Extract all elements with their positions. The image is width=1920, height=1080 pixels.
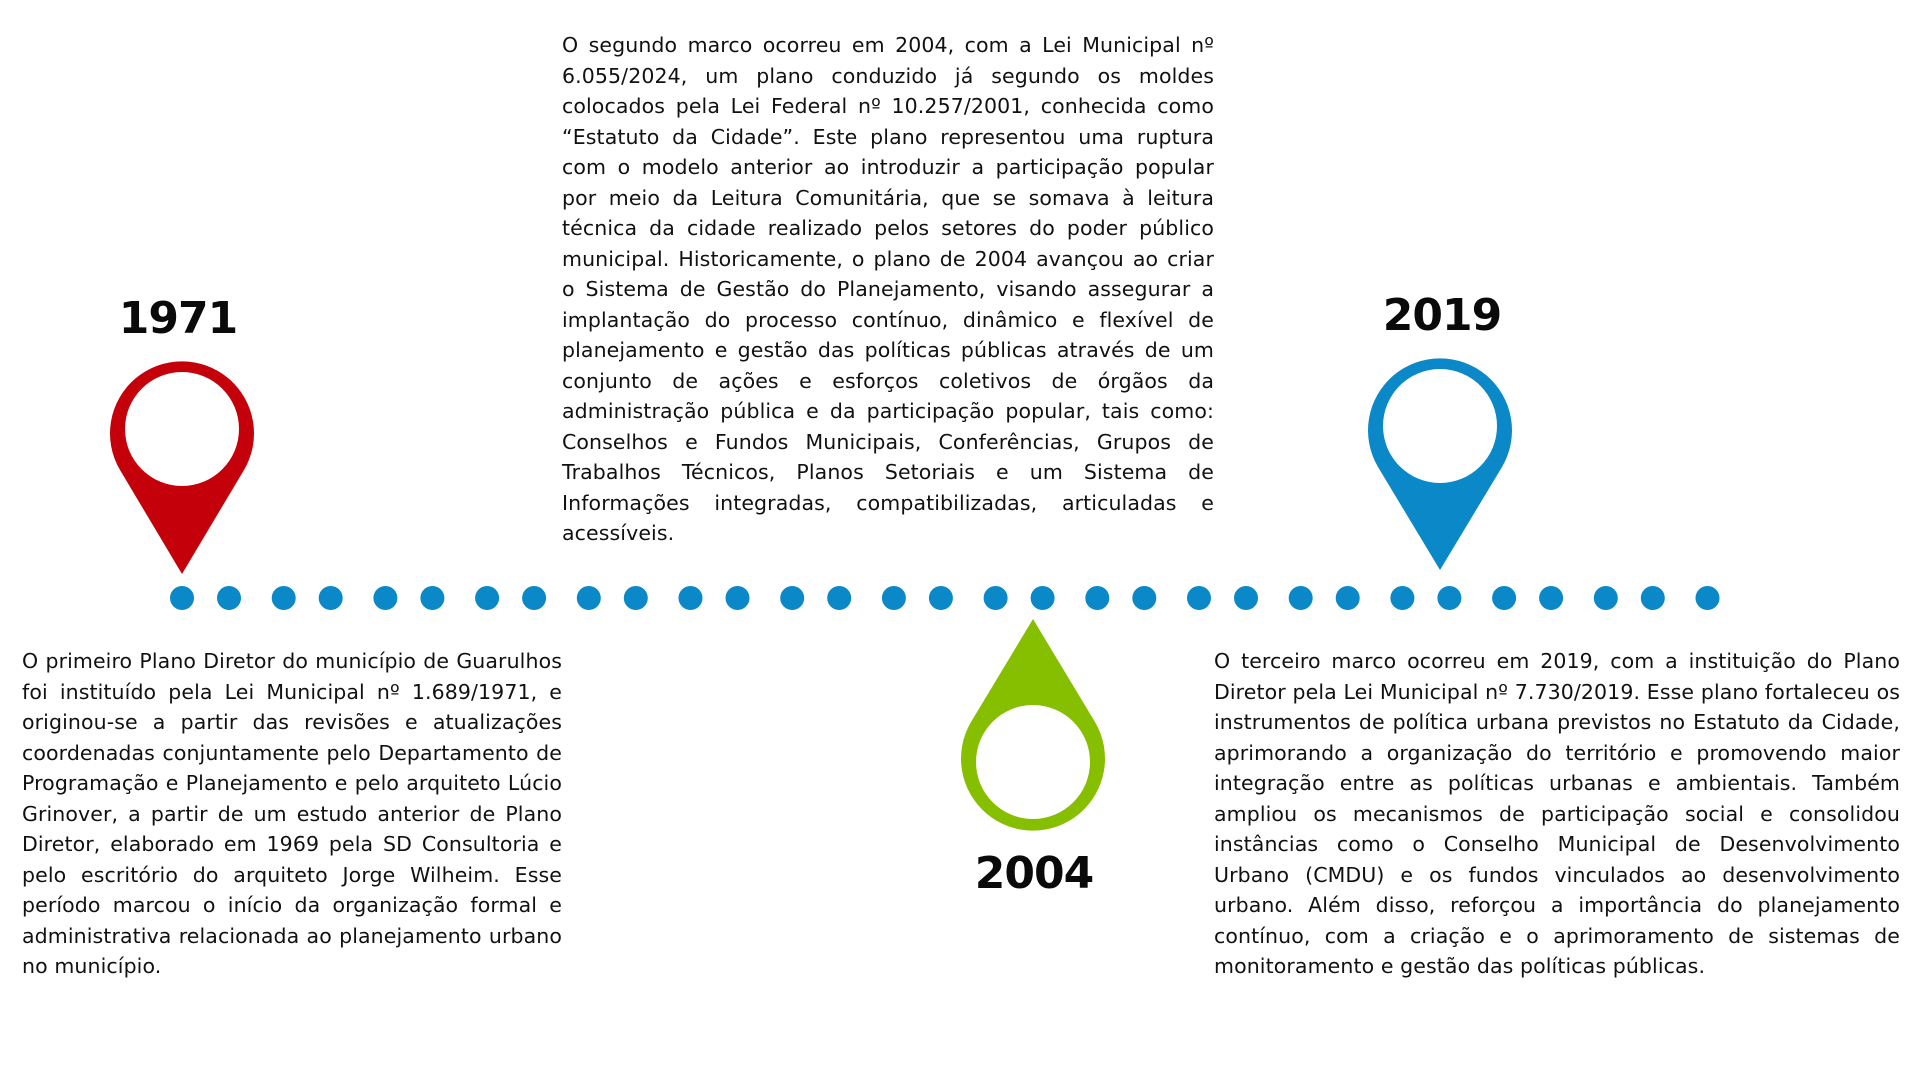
timeline-dot (1132, 586, 1156, 610)
timeline-dot (726, 586, 750, 610)
timeline-dot (1031, 586, 1055, 610)
timeline-dot (1187, 586, 1211, 610)
timeline-dot (1390, 586, 1414, 610)
marker-1971-map-pin-icon (110, 361, 254, 574)
timeline-dot (1437, 586, 1461, 610)
timeline-dot (170, 586, 194, 610)
marker-2004-map-pin-icon (961, 619, 1105, 831)
timeline-dot (929, 586, 953, 610)
timeline-dotted-line (170, 586, 1720, 610)
timeline-dot (373, 586, 397, 610)
timeline-dot (420, 586, 444, 610)
timeline-dot (319, 586, 343, 610)
year-label-2019: 2019 (1382, 290, 1502, 341)
timeline-dot (1085, 586, 1109, 610)
timeline-dot (217, 586, 241, 610)
description-2019: O terceiro marco ocorreu em 2019, com a instituição do Plano Diretor pela Lei Municipal nº 7.730/2019. Esse plano fortaleceu os instrumentos de política urbana previstos no Estatuto da Cidade, aprimorando a organização do território e promovendo maior integração entre as políticas urbanas e ambientais. Também ampliou os mecanismos de participação social e consolidou instâncias como o Conselho Municipal de Desenvolvimento Urbano (CMDU) e os fundos vinculados ao desenvolvimento urbano. Além disso, reforçou a importância do planejamento contínuo, com a criação e o aprimoramento de sistemas de monitoramento e gestão das políticas públicas. (1214, 649, 1900, 978)
timeline-dot (827, 586, 851, 610)
timeline-dot (522, 586, 546, 610)
timeline-dot (1234, 586, 1258, 610)
timeline-dot (577, 586, 601, 610)
timeline-dot (1492, 586, 1516, 610)
timeline-dot (984, 586, 1008, 610)
timeline-dot (475, 586, 499, 610)
description-1971: O primeiro Plano Diretor do município de Guarulhos foi instituído pela Lei Municipal nº 1.689/1971, e originou-se a partir das revisões e atualizações coordenadas conjuntamente pelo Departamento de Programação e Planejamento e pelo arquiteto Lúcio Grinover, a partir de um estudo anterior de Plano Diretor, elaborado em 1969 pela SD Consultoria e pelo escritório do arquiteto Jorge Wilheim. Esse período marcou o início da organização formal e administrativa relacionada ao planejamento urbano no município. (22, 649, 562, 978)
timeline-dot (1336, 586, 1360, 610)
timeline-dot (272, 586, 296, 610)
timeline-dot (1539, 586, 1563, 610)
timeline-dot (1696, 586, 1720, 610)
description-2004: O segundo marco ocorreu em 2004, com a Lei Municipal nº 6.055/2024, um plano conduzido já segundo os moldes colocados pela Lei Federal nº 10.257/2001, conhecida como “Estatuto da Cidade”. Este plano representou uma ruptura com o modelo anterior ao introduzir a participação popular por meio da Leitura Comunitária, que se somava à leitura técnica da cidade realizado pelos setores do poder público municipal. Historicamente, o plano de 2004 avançou ao criar o Sistema de Gestão do Planejamento, visando assegurar a implantação do processo contínuo, dinâmico e flexível de planejamento e gestão das políticas públicas através de um conjunto de ações e esforços coletivos de órgãos da administração pública e da participação popular, tais como: Conselhos e Fundos Municipais, Conferências, Grupos de Trabalhos Técnicos, Planos Setoriais e um Sistema de Informações integradas, compatibilizadas, articuladas e acessíveis. (562, 33, 1214, 545)
timeline-dot (1289, 586, 1313, 610)
timeline-dot (882, 586, 906, 610)
marker-2019-map-pin-icon (1368, 358, 1512, 570)
timeline-dot (679, 586, 703, 610)
timeline-dot (1594, 586, 1618, 610)
year-label-1971: 1971 (118, 293, 238, 344)
timeline-dot (1641, 586, 1665, 610)
year-label-2004: 2004 (974, 848, 1094, 899)
timeline-dot (780, 586, 804, 610)
timeline-dot (624, 586, 648, 610)
